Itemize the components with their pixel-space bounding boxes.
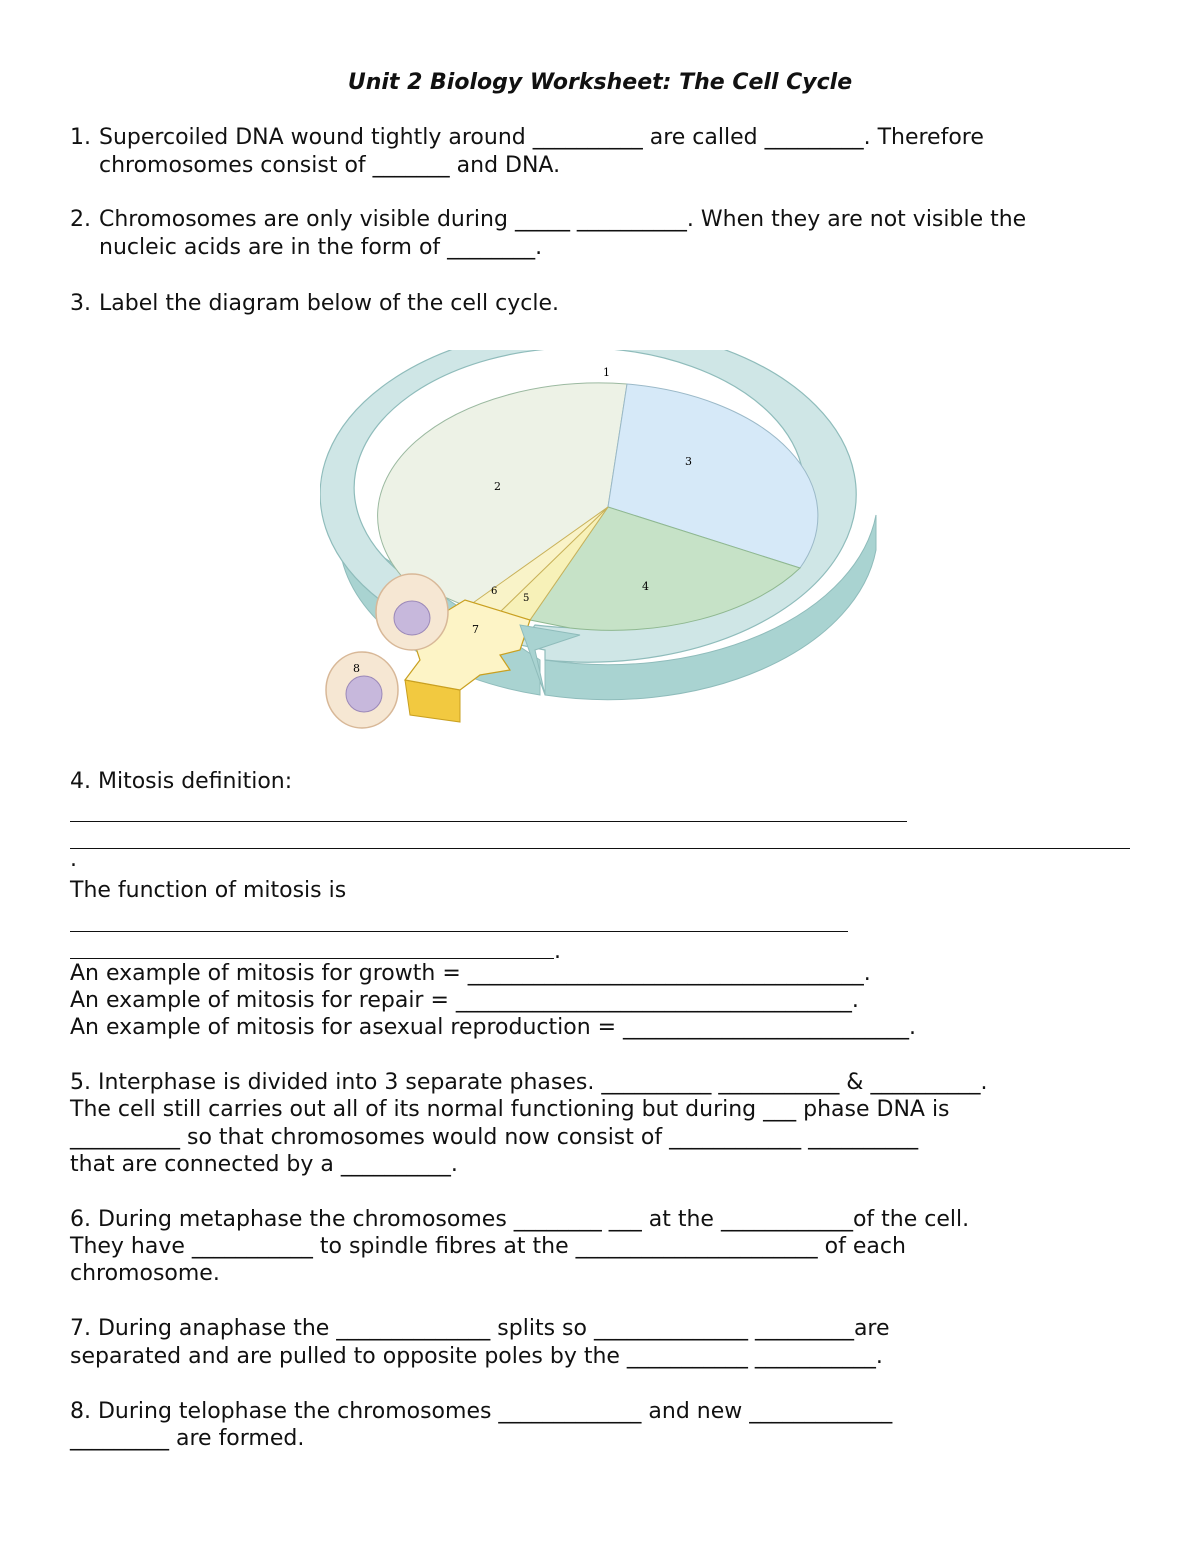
- q4-repair-line: An example of mitosis for repair = ____________________________________.: [70, 988, 859, 1013]
- answer-line: [70, 931, 848, 932]
- q4-asexual-line: An example of mitosis for asexual reproduction = __________________________.: [70, 1015, 917, 1040]
- answer-line: [70, 848, 1130, 849]
- q4-line-1: 4. Mitosis definition:: [70, 769, 293, 794]
- diagram-label-7: 7: [472, 623, 479, 636]
- worksheet-title: Unit 2 Biology Worksheet: The Cell Cycle: [347, 70, 853, 95]
- q4-function-line: The function of mitosis is: [70, 878, 347, 903]
- q1-line-1: Supercoiled DNA wound tightly around __________ are called _________. Therefore: [99, 125, 984, 150]
- diagram-label-2: 2: [494, 480, 501, 493]
- nucleus-lower: [346, 676, 382, 712]
- diagram-label-5: 5: [523, 593, 530, 604]
- q2-line-2: nucleic acids are in the form of ________.: [99, 235, 543, 260]
- q8-line-1: 8. During telophase the chromosomes _____________ and new _____________: [70, 1399, 893, 1424]
- q3-number: 3.: [70, 291, 91, 316]
- q2-line-1: Chromosomes are only visible during _____ __________. When they are not visible the: [99, 207, 1027, 232]
- q6-line-2: They have ___________ to spindle fibres at the ______________________ of each: [70, 1234, 906, 1259]
- q5-line-3: __________ so that chromosomes would now consist of ____________ __________: [70, 1125, 919, 1150]
- diagram-label-3: 3: [685, 455, 692, 468]
- q1-line-2: chromosomes consist of _______ and DNA.: [99, 153, 561, 178]
- q2-number: 2.: [70, 207, 91, 232]
- q6-line-3: chromosome.: [70, 1261, 220, 1286]
- q4-dot: .: [70, 847, 77, 872]
- answer-line: [70, 958, 554, 959]
- q1-number: 1.: [70, 125, 91, 150]
- q4-function-dot: .: [554, 939, 561, 964]
- q5-line-1: 5. Interphase is divided into 3 separate phases. __________ ___________ & __________.: [70, 1070, 988, 1095]
- q3-line-1: Label the diagram below of the cell cycle.: [99, 291, 559, 316]
- q7-line-2: separated and are pulled to opposite poles by the ___________ ___________.: [70, 1344, 883, 1369]
- q6-line-1: 6. During metaphase the chromosomes ________ ___ at the ____________of the cell.: [70, 1207, 970, 1232]
- cell-cycle-diagram: [320, 350, 880, 730]
- diagram-label-1: 1: [603, 366, 610, 379]
- answer-line: [70, 821, 907, 822]
- nucleus-upper: [394, 601, 430, 635]
- q5-line-4: that are connected by a __________.: [70, 1152, 458, 1177]
- q5-line-2: The cell still carries out all of its normal functioning but during ___ phase DNA is: [70, 1097, 950, 1122]
- q7-line-1: 7. During anaphase the ______________ splits so ______________ _________are: [70, 1316, 890, 1341]
- diagram-label-4: 4: [642, 580, 649, 593]
- diagram-label-6: 6: [491, 586, 498, 597]
- q4-growth-line: An example of mitosis for growth = ____________________________________.: [70, 961, 871, 986]
- diagram-label-8: 8: [353, 662, 360, 675]
- q8-line-2: _________ are formed.: [70, 1426, 305, 1451]
